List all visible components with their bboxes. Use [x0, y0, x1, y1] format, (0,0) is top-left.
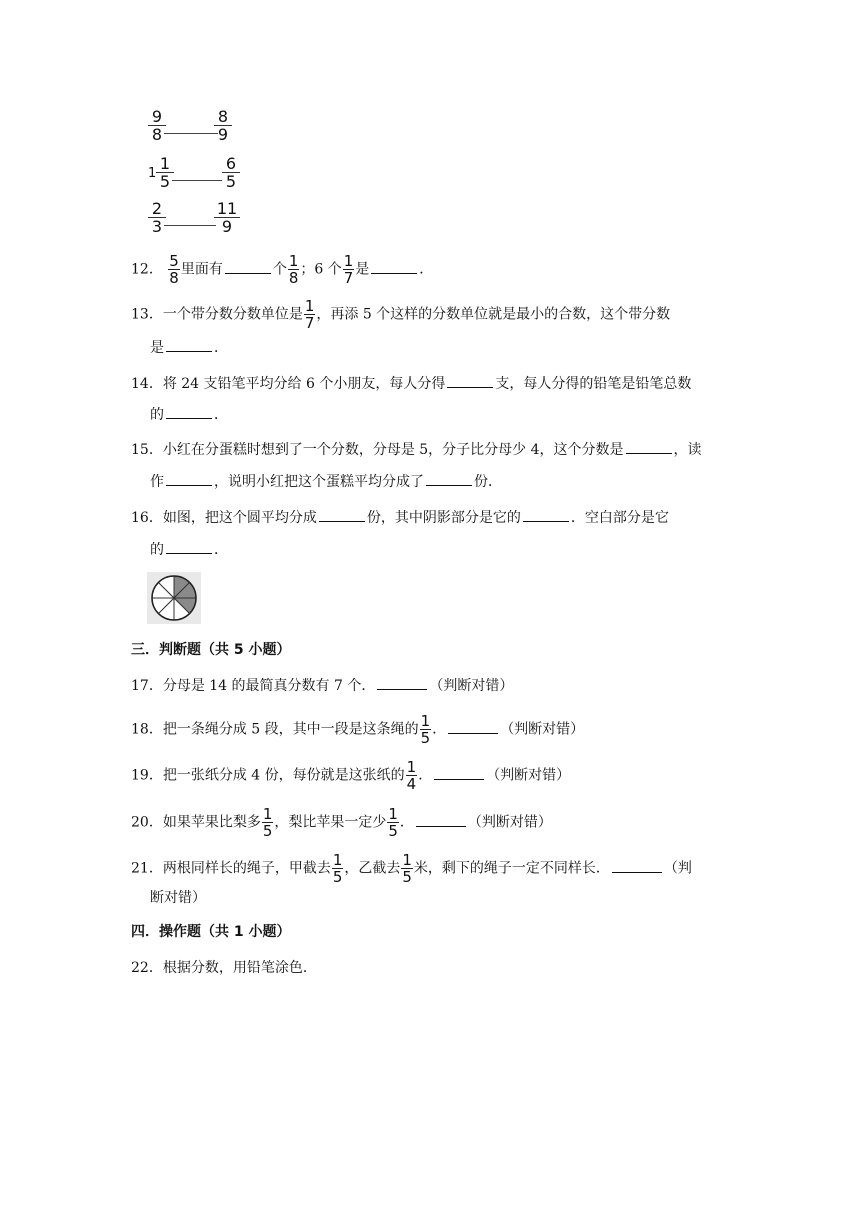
- answer-blank[interactable]: [426, 473, 472, 486]
- question-17: 17．分母是 14 的最简真分数有 7 个． （判断对错）: [131, 678, 514, 694]
- compare-line-2: [172, 180, 222, 181]
- answer-blank[interactable]: [612, 860, 662, 873]
- fraction: $\frac{1}{4}$: [406, 758, 417, 793]
- fraction: $\frac{1}{5}$: [402, 851, 412, 886]
- compare-right-1: $\frac{8}{9}$: [214, 108, 232, 143]
- question-13-cont: 是 ．: [150, 340, 228, 356]
- answer-blank[interactable]: [166, 541, 212, 554]
- fraction: $\frac{5}{8}$: [169, 252, 179, 287]
- question-21-cont: 断对错）: [150, 890, 206, 906]
- fraction: $\frac{1}{8}$: [288, 252, 299, 287]
- question-15: 15．小红在分蛋糕时想到了一个分数，分母是 5，分子比分母少 4，这个分数是 ，读: [131, 442, 702, 458]
- question-20: 20．如果苹果比梨多 $\frac{1}{5}$ ，梨比苹果一定少 $\frac{1}{5}$ ． （判断对错）: [131, 805, 552, 840]
- question-13: 13．一个带分数分数单位是 $\frac{1}{7}$ ，再添 5 个这样的分数单位就是最小的合数，这个带分数: [131, 297, 671, 332]
- question-19: 19．把一张纸分成 4 份，每份就是这张纸的 $\frac{1}{4}$ ． （判断对错）: [131, 758, 571, 793]
- fraction: $\frac{1}{7}$: [304, 297, 315, 332]
- compare-left-3: $\frac{2}{3}$: [148, 200, 166, 235]
- answer-blank[interactable]: [166, 339, 212, 352]
- fraction: $\frac{1}{5}$: [332, 851, 343, 886]
- compare-left-1: $\frac{9}{8}$: [148, 108, 166, 143]
- question-15-cont: 作 ，说明小红把这个蛋糕平均分成了 份．: [150, 474, 502, 490]
- question-22: 22．根据分数，用铅笔涂色．: [131, 960, 317, 976]
- question-14: 14．将 24 支铅笔平均分给 6 个小朋友，每人分得 支，每人分得的铅笔是铅笔总数: [131, 376, 692, 392]
- section-heading-4: 四．操作题（共 1 小题）: [131, 924, 291, 940]
- question-12: 12． $\frac{5}{8}$ 里面有 个 $\frac{1}{8}$ ；6 个 $\frac{1}{7}$ 是 ．: [131, 252, 434, 287]
- answer-blank[interactable]: [447, 375, 493, 388]
- answer-blank[interactable]: [434, 767, 484, 780]
- compare-right-3: $\frac{11}{9}$: [214, 200, 240, 235]
- question-14-cont: 的 ．: [150, 407, 228, 423]
- question-21: 21．两根同样长的绳子，甲截去 $\frac{1}{5}$ ，乙截去 $\frac{1}{5}$ 米，剩下的绳子一定不同样长． （判: [131, 851, 692, 886]
- compare-line-3: [164, 225, 216, 226]
- compare-right-2: $\frac{6}{5}$: [222, 155, 240, 190]
- circle-figure: [147, 572, 201, 624]
- fraction: $\frac{1}{7}$: [343, 252, 354, 287]
- answer-blank[interactable]: [416, 814, 466, 827]
- answer-blank[interactable]: [377, 677, 427, 690]
- compare-whole-2: 1: [148, 166, 157, 181]
- answer-blank[interactable]: [371, 261, 417, 274]
- compare-left-2: $\frac{1}{5}$: [156, 155, 174, 190]
- circle-diagram: [147, 572, 201, 624]
- answer-blank[interactable]: [166, 406, 212, 419]
- answer-blank[interactable]: [626, 441, 672, 454]
- question-18: 18．把一条绳分成 5 段，其中一段是这条绳的 $\frac{1}{5}$ ． （判断对错）: [131, 712, 585, 747]
- answer-blank[interactable]: [166, 473, 212, 486]
- compare-line-1: [164, 133, 218, 134]
- answer-blank[interactable]: [225, 261, 271, 274]
- section-heading-3: 三．判断题（共 5 小题）: [131, 642, 291, 658]
- answer-blank[interactable]: [523, 509, 569, 522]
- fraction: $\frac{1}{5}$: [262, 805, 273, 840]
- answer-blank[interactable]: [319, 509, 365, 522]
- fraction: $\frac{1}{5}$: [420, 712, 431, 747]
- answer-blank[interactable]: [448, 721, 498, 734]
- fraction: $\frac{1}{5}$: [388, 805, 398, 840]
- question-16-cont: 的 ．: [150, 542, 228, 558]
- question-16: 16．如图，把这个圆平均分成 份，其中阴影部分是它的 ．空白部分是它: [131, 510, 669, 526]
